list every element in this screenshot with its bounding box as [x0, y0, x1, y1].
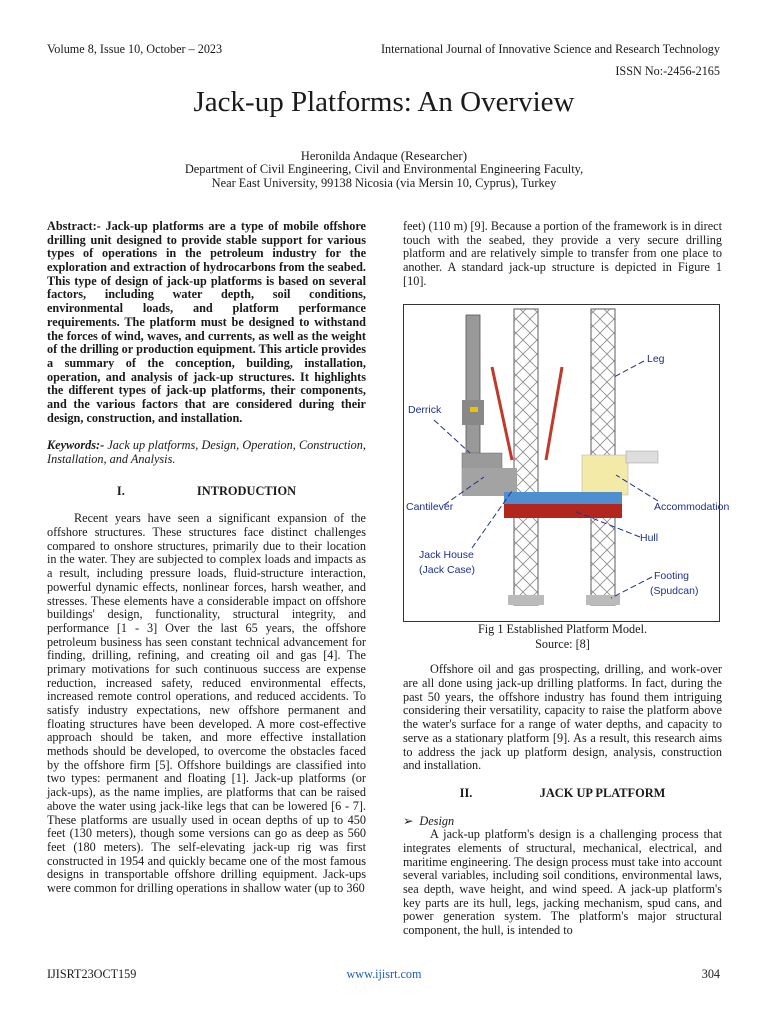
author-department: Department of Civil Engineering, Civil and Environmental Engineering Faculty,	[184, 162, 584, 176]
label-derrick: Derrick	[408, 404, 442, 416]
figure-labels	[406, 353, 729, 597]
design-paragraph: A jack-up platform's design is a challenging process that integrates elements of structural, mechanical, electrical, and maritime engineering. The design process must take into account several variables, including soil conditions, environmental laws, sea depth, wave height, and wind speed. A jack-up platform's key parts are its hull, legs, jacking mechanism, spud cans, and power generation system. The platform's major structural component, the hull, is intended to	[403, 827, 722, 938]
introduction-paragraph-2: Offshore oil and gas prospecting, drilling, and work-over are all done using jack-up drilling platforms. In fact, during the past 50 years, the offshore industry has found them intriguing considering their versatility, capacity to raise the platform above the water's surface for a range of water depths, and capacity to serve as a stationary platform [9]. As a result, this research aims to address the jack up platform design, analysis, construction and installation.	[403, 662, 722, 773]
derrick	[462, 315, 517, 496]
accommodation-block	[582, 455, 628, 495]
label-leg: Leg	[647, 353, 665, 365]
journal-website-link[interactable]: www.ijisrt.com	[346, 967, 422, 981]
subsection-design	[403, 815, 722, 829]
abstract-text: Jack-up platforms are a type of mobile offshore drilling unit designed to provide stable support for various types of operations in the petroleum industry for the exploration and extraction of hydrocarbons from the seabed. This type of design of jack-up platforms is based on several factors, including water depth, soil conditions, environmental loads, and platform performance requirements. The platform must be designed to withstand the forces of wind, waves, and currents, as well as the weight of the drilling or production equipment. This article provides a summary of the conception, building, installation, operation, and analysis of jack-up structures. It highlights the different types of jack-up platforms, their components, and the various factors that are considered during their design, construction, and installation.	[47, 219, 366, 425]
label-hull: Hull	[640, 532, 659, 544]
keywords-label: Keywords:-	[47, 438, 105, 453]
keywords-text: Jack up platforms, Design, Operation, Construction, Installation, and Analysis.	[47, 438, 366, 466]
abstract	[47, 220, 366, 425]
paper-title: Jack-up Platforms: An Overview	[193, 86, 575, 118]
keywords	[47, 439, 366, 466]
introduction-paragraph: Recent years have seen a significant expansion of the offshore structures. These structures face distinct challenges compared to onshore structures, primarily due to their location in the water. They are subjected to complex loads and impacts as a result, including pressure loads, fluid-structure interaction, powerful dynamic effects, nonlinear forces, harsh weather, and stresses. These elements have a considerable impact on offshore buildings' design, functionality, structural integrity, and performance [1 - 3] Over the last 65 years, the offshore petroleum business has seen constant technical advancement for finding, drilling, refining, and creating oil and gas [4]. The primary motivations for such continuous success are expense reduction, increased safety, reduced environmental effects, increased remote control operations, and reduced accidents. To satisfy industry expectations, new offshore permanent and floating structures have been developed. A more cost-effective approach should be taken, and more effective installation methods should be developed, to overcome the obstacles faced by the offshore firm [5]. Offshore buildings are classified into two types: permanent and floating [1]. Jack-up platforms (or jack-ups), as the name implies, are platforms that can be raised above the water using jack-like legs that can be lowered [6 - 7]. These platforms are usually used in ocean depths of up to 450 feet (130 meters), though some versions can go as deep as 560 feet (180 meters). The self-elevating jack-up rig was first constructed in 1954 and quickly became one of the most famous designs in transportable offshore drilling equipment. Jack-ups were common for drilling operations in shallow water (up to 360	[47, 511, 366, 895]
issn: ISSN No:-2456-2165	[615, 64, 720, 78]
author-address: Near East University, 99138 Nicosia (via Mersin 10, Cyprus), Turkey	[211, 176, 557, 190]
section-number: II.	[459, 785, 473, 800]
volume-info: Volume 8, Issue 10, October – 2023	[47, 42, 223, 56]
label-spudcan: (Spudcan)	[650, 585, 699, 597]
label-accommodation: Accommodation	[654, 501, 730, 513]
label-jack-case: (Jack Case)	[419, 564, 476, 576]
right-column-lower	[403, 623, 722, 938]
introduction-continuation: feet) (110 m) [9]. Because a portion of the framework is in direct touch with the seabed, they provide a very secure drilling platform and are relatively simple to transfer from one place to another. A standard jack-up structure is depicted in Figure 1 [10].	[403, 219, 722, 288]
leg-left	[514, 309, 538, 605]
helideck	[626, 451, 658, 463]
right-column	[403, 220, 722, 288]
label-cantilever: Cantilever	[406, 501, 454, 513]
section-number: I.	[116, 483, 125, 498]
journal-name: International Journal of Innovative Science and Research Technology	[380, 42, 720, 56]
figure-platform-model	[403, 304, 730, 622]
figure-caption: Fig 1 Established Platform Model.	[477, 622, 648, 636]
page-number: 304	[701, 967, 720, 981]
section-title: JACK UP PLATFORM	[539, 785, 666, 800]
crane-right	[546, 367, 562, 460]
label-footing: Footing	[654, 570, 690, 582]
left-column	[47, 220, 366, 896]
section-title: INTRODUCTION	[196, 483, 297, 498]
hull-upper	[504, 492, 622, 504]
section-heading-jack-up-platform	[403, 787, 722, 801]
author-role: (Researcher)	[400, 148, 468, 163]
author-name: Heronilda Andaque	[300, 149, 398, 163]
paper-id: IJISRT23OCT159	[47, 967, 137, 981]
subsection-title: Design	[419, 813, 455, 828]
spudcan-left	[508, 595, 544, 605]
label-jack-house: Jack House	[419, 549, 474, 561]
figure-source: Source: [8]	[535, 636, 590, 651]
jackup-rig-illustration	[404, 305, 730, 621]
hull-lower	[504, 504, 622, 518]
abstract-label: Abstract:-	[47, 219, 101, 233]
crane-left	[492, 367, 512, 460]
arrow-bullet-icon: ➢	[403, 813, 414, 828]
section-heading-introduction	[47, 485, 366, 499]
